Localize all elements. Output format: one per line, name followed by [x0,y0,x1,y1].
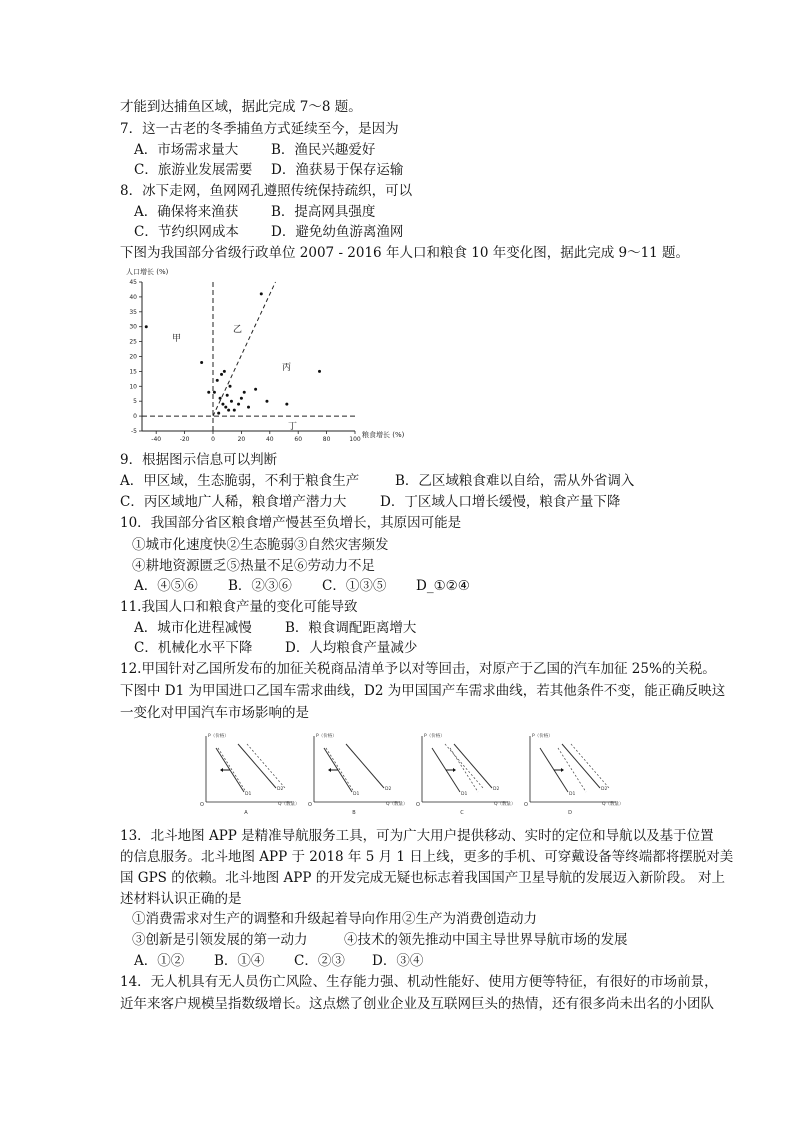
option-11d: D．人均粮食产量减少 [285,640,418,656]
graph-letter: D [568,810,572,816]
demand-graph-d [524,732,624,816]
data-point [207,391,210,394]
option-13b: B．①④ [214,953,265,969]
x-tick-label: 100 [349,436,361,443]
curve-d2-shifted [247,744,285,788]
y-tick-label: 15 [129,368,137,376]
y-tick-label: 35 [129,308,137,316]
data-point [318,370,321,373]
option-8a: A．确保将来渔获 [134,204,239,220]
curve-d2-label: D2 [601,787,608,792]
graph-x-label: Q（数量） [278,802,300,807]
graph-origin: O [308,802,312,808]
demand-graph-b [308,732,408,816]
question-7: 7．这一古老的冬季捕鱼方式延续至今，是因为 [120,121,399,137]
y-tick-label: 45 [129,279,137,286]
curve-d1-label: D1 [569,792,576,797]
question-13-line1: 13．北斗地图 APP 是精准导航服务工具，可为广大用户提供移动、实时的定位和导航以及基于位置 [120,828,714,844]
chart-ylabel: 人口增长 (%) [126,268,169,276]
option-13d: D．③④ [372,953,424,969]
data-point [217,412,220,415]
question-12-line3: 一变化对甲国汽车市场影响的是 [120,705,309,721]
graph-y-label: P（价格） [316,734,337,739]
option-8c: C．节约织网成本 [134,224,239,240]
data-point [213,391,216,394]
data-point [254,388,257,391]
data-point [220,373,223,376]
data-point [229,385,232,388]
question-12-line2: 下图中 D1 为甲国进口乙国车需求曲线，D2 为甲国国产车需求曲线，若其他条件不变，能正确反映这 [120,683,726,699]
text-line: 才能到达捕鱼区域，据此完成 7～8 题。 [120,99,362,115]
data-point [226,394,229,397]
question-12-line1: 12.甲国针对乙国所发布的加征关税商品清单予以对等回击，对原产于乙国的汽车加征 25%的关税。 [120,661,716,677]
demand-graph-c [416,732,516,816]
y-tick-label: 5 [133,398,137,406]
graph-letter: A [244,810,248,816]
option-7a: A．市场需求量大 [134,142,239,158]
option-11a: A．城市化进程减慢 [134,620,252,636]
question-10-list1: ①城市化速度快②生态脆弱③自然灾害频发 [132,537,389,553]
data-point [240,397,243,400]
question-14-line1: 14．无人机具有无人员伤亡风险、生存能力强、机动性能好、使用方便等特征，有很好的市场前景， [120,974,718,990]
chart-xlabel: 粮食增长 (%) [362,431,405,439]
data-point [243,391,246,394]
demand-curve-figures [196,730,624,820]
graph-x-label: Q（数量） [494,802,516,807]
y-tick-label: 30 [129,323,137,331]
y-tick-label: 10 [129,383,137,391]
graph-letter: C [460,810,464,816]
option-8b: B．提高网具强度 [271,204,376,220]
graph-origin: O [416,802,420,808]
x-tick-label: 60 [294,436,303,443]
arrow-head [453,768,456,772]
y-tick-label: -5 [131,428,137,435]
x-tick-label: 20 [237,436,246,443]
curve-d2-shifted [571,744,609,788]
graph-y-label: P（价格） [532,734,553,739]
region-jia: 甲 [172,334,182,344]
curve-d2 [346,744,384,788]
option-9d: D．丁区域人口增长缓慢，粮食产量下降 [380,494,621,510]
region-ding: 丁 [288,422,298,432]
question-9: 9．根据图示信息可以判断 [120,452,278,468]
option-11c: C．机械化水平下降 [134,640,253,656]
graph-letter: B [352,810,356,816]
curve-d1-label: D1 [353,792,360,797]
y-tick-label: 20 [129,353,137,361]
curve-d1-label: D1 [461,792,468,797]
option-11b: B．粮食调配距离增大 [285,620,417,636]
graph-y-label: P（价格） [208,734,229,739]
arrow-head [220,768,223,772]
question-10: 10．我国部分省区粮食增产慢甚至负增长，其原因可能是 [120,515,462,531]
option-7b: B．渔民兴趣爱好 [271,142,376,158]
curve-d2-shifted [445,744,483,788]
data-point [233,409,236,412]
option-7d: D．渔获易于保存运输 [271,162,404,178]
option-10d: D_①②④ [416,578,470,594]
data-point [230,400,233,403]
data-point [227,409,230,412]
question-8: 8．冰下走网，鱼网网孔遵照传统保持疏织，可以 [120,183,413,199]
data-point [285,403,288,406]
option-13c: C．②③ [294,953,345,969]
curve-d2-label: D2 [385,787,392,792]
question-13-line4: 述材料认识正确的是 [120,891,242,907]
data-point [247,406,250,409]
question-10-list2: ④耕地资源匮乏⑤热量不足⑥劳动力不足 [132,558,375,574]
arrow-head [328,768,331,772]
region-bing: 丙 [282,363,292,373]
option-10b: B．②③⑥ [228,578,292,594]
data-point [223,370,226,373]
curve-d2-label: D2 [277,787,284,792]
question-13-line3: 国 GPS 的依赖。北斗地图 APP 的开发完成无疑也标志着我国国产卫星导航的发展迈入新阶段。 对上 [120,870,725,886]
divider-diagonal [213,282,275,416]
option-9b: B．乙区域粮食难以自给，需从外省调入 [395,473,635,489]
x-tick-label: -20 [179,436,190,443]
x-tick-label: 0 [211,436,215,443]
curve-d1-label: D1 [245,792,252,797]
option-8d: D．避免幼鱼游离渔网 [271,224,404,240]
curve-d2-label: D2 [493,787,500,792]
graph-x-label: Q（数量） [602,802,624,807]
x-tick-label: 40 [265,436,274,443]
arrow-head [561,768,564,772]
data-point [200,361,203,364]
scatter-chart [120,264,430,444]
data-point [216,379,219,382]
question-13-list2b: ④技术的领先推动中国主导世界导航市场的发展 [344,932,628,948]
option-9a: A．甲区域，生态脆弱，不利于粮食生产 [120,473,360,489]
option-7c: C．旅游业发展需要 [134,162,253,178]
curve-d2 [238,744,276,788]
option-10a: A．④⑤⑥ [134,578,198,594]
data-point [219,397,222,400]
question-13-list1: ①消费需求对生产的调整和升级起着导向作用②生产为消费创造动力 [132,911,537,927]
data-point [265,400,268,403]
intro-9-11: 下图为我国部分省级行政单位 2007 - 2016 年人口和粮食 10 年变化图，据此完成 9～11 题。 [120,245,690,261]
curve-d2 [454,744,492,788]
y-tick-label: 25 [129,338,137,346]
x-tick-label: -40 [151,436,162,443]
graph-x-label: Q（数量） [386,802,408,807]
curve-d2 [562,744,600,788]
data-point [237,403,240,406]
x-tick-label: 80 [322,436,331,443]
option-9c: C．丙区域地广人稀，粮食增产潜力大 [120,494,347,510]
graph-origin: O [524,802,528,808]
data-point [260,292,263,295]
y-tick-label: 40 [129,293,137,301]
question-11: 11.我国人口和粮食产量的变化可能导致 [120,599,358,615]
question-13-list2a: ③创新是引领发展的第一动力 [132,932,308,948]
data-point [145,325,148,328]
y-tick-label: 0 [133,413,137,421]
region-yi: 乙 [233,325,243,335]
graph-origin: O [200,802,204,808]
graph-y-label: P（价格） [424,734,445,739]
demand-graph-a [200,732,300,816]
data-point [224,406,227,409]
data-point [221,403,224,406]
option-10c: C．①③⑤ [322,578,387,594]
option-13a: A．①② [134,953,185,969]
question-13-line2: 的信息服务。北斗地图 APP 于 2018 年 5 月 1 日上线，更多的手机、可穿戴设备等终端都将摆脱对美 [120,849,734,865]
question-14-line2: 近年来客户规模呈指数级增长。这点燃了创业企业及互联网巨头的热情，还有很多尚未出名的小团队 [120,996,714,1012]
